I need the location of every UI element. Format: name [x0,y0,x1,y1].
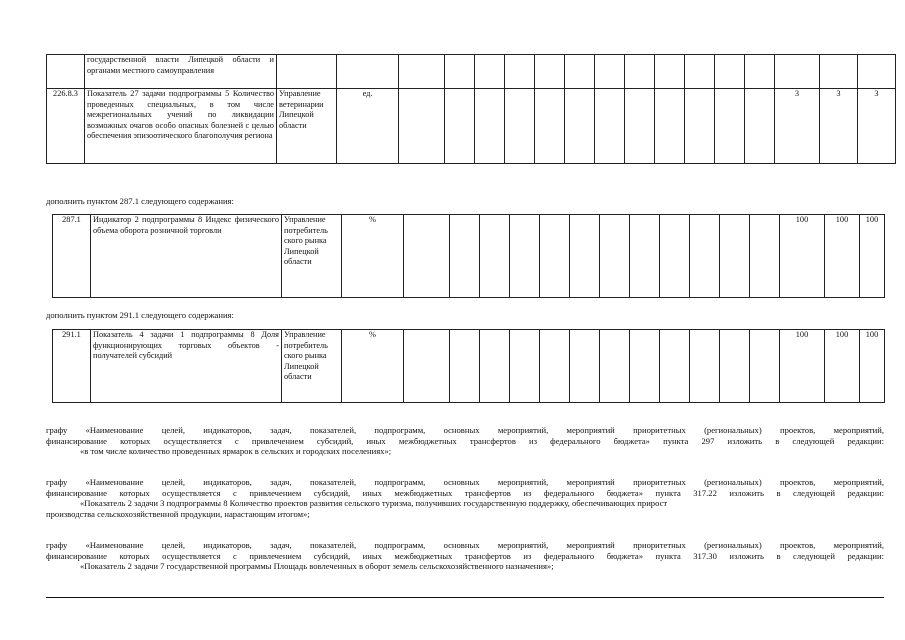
cell-num: 291.1 [53,330,91,403]
table-291-1 [52,329,885,403]
paragraph-line: финансирование которых осуществляется с привлечением субсидий, иных межбюджетных трансфертов из федерального бюджета» пункта 297 изложить в следующей редакции: [46,435,884,446]
cell-num: 226.8.3 [47,89,85,164]
cell-value-2: 100 [825,330,860,403]
note-add-287-1: дополнить пунктом 287.1 следующего содержания: [46,196,234,206]
paragraph-quote: «Показатель 2 задачи 3 подпрограммы 8 Количество проектов развития сельского туризма, получивших государственную поддержку, обеспечивающих прирост [80,498,668,508]
paragraph-line: финансирование которых осуществляется с привлечением субсидий, иных межбюджетных трансфертов из федерального бюджета» пункта 317.30 изложить в следующей редакции: [46,550,884,561]
paragraph-quote: «в том числе количество проведенных ярмарок в сельских и городских поселениях»; [80,446,392,456]
cell-value-1: 3 [775,89,820,164]
cell-name: государственной власти Липецкой области и органами местного самоуправления [85,55,277,89]
table-row [53,215,885,298]
cell-name: Показатель 4 задачи 1 подпрограммы 8 Доля функционирующих торговых объектов - получателей субсидий [91,330,282,403]
cell-value-2: 3 [820,89,858,164]
cell-name: Индикатор 2 подпрограммы 8 Индекс физического объема оборота розничной торговли [91,215,282,298]
table-continuation [46,54,896,164]
paragraph-line: графу «Наименование целей, индикаторов, задач, показателей, подпрограмм, основных мероприятий, мероприятий приоритетных (региональных) проектов, мероприятий, [46,477,884,487]
cell-num [47,55,85,89]
cell-name: Показатель 27 задачи подпрограммы 5 Количество проведенных специальных, в том числе межрегиональных учений по ликвидации возможных очагов особо опасных болезней с целью обеспечения эпизоотического благополучия региона [85,89,277,164]
table-row [47,89,896,164]
paragraph-quote-cont: производства сельскохозяйственной продукции, нарастающим итогом»; [46,508,310,519]
cell-executor: Управление потребитель ского рынка Липецкой области [282,215,342,298]
paragraph-line: графу «Наименование целей, индикаторов, задач, показателей, подпрограмм, основных мероприятий, мероприятий приоритетных (региональных) проектов, мероприятий, [46,425,884,435]
cell-value-3: 3 [858,89,896,164]
cell-value-1: 100 [780,215,825,298]
table-row [47,55,896,89]
table-287-1 [52,214,885,298]
paragraph-line: графу «Наименование целей, индикаторов, задач, показателей, подпрограмм, основных мероприятий, мероприятий приоритетных (региональных) проектов, мероприятий, [46,540,884,550]
paragraph-297 [46,425,884,457]
cell-value-3: 100 [860,330,885,403]
paragraph-quote: «Показатель 2 задачи 7 государственной программы Площадь вовлеченных в оборот земель сельскохозяйственного назначения»; [80,561,554,571]
note-add-291-1: дополнить пунктом 291.1 следующего содержания: [46,310,234,320]
paragraph-317-22 [46,477,884,519]
table-row [53,330,885,403]
paragraph-317-30 [46,540,884,572]
cell-num: 287.1 [53,215,91,298]
paragraph-line: финансирование которых осуществляется с привлечением субсидий, иных межбюджетных трансфертов из федерального бюджета» пункта 317.22 изложить в следующей редакции: [46,487,884,498]
cell-unit: % [342,215,404,298]
cell-value-2: 100 [825,215,860,298]
cell-unit: % [342,330,404,403]
cell-executor: Управление ветеринарии Липецкой области [277,89,337,164]
cell-executor: Управление потребитель ского рынка Липецкой области [282,330,342,403]
cell-value-1: 100 [780,330,825,403]
cell-unit: ед. [337,89,399,164]
footer-rule [46,597,884,598]
cell-value-3: 100 [860,215,885,298]
